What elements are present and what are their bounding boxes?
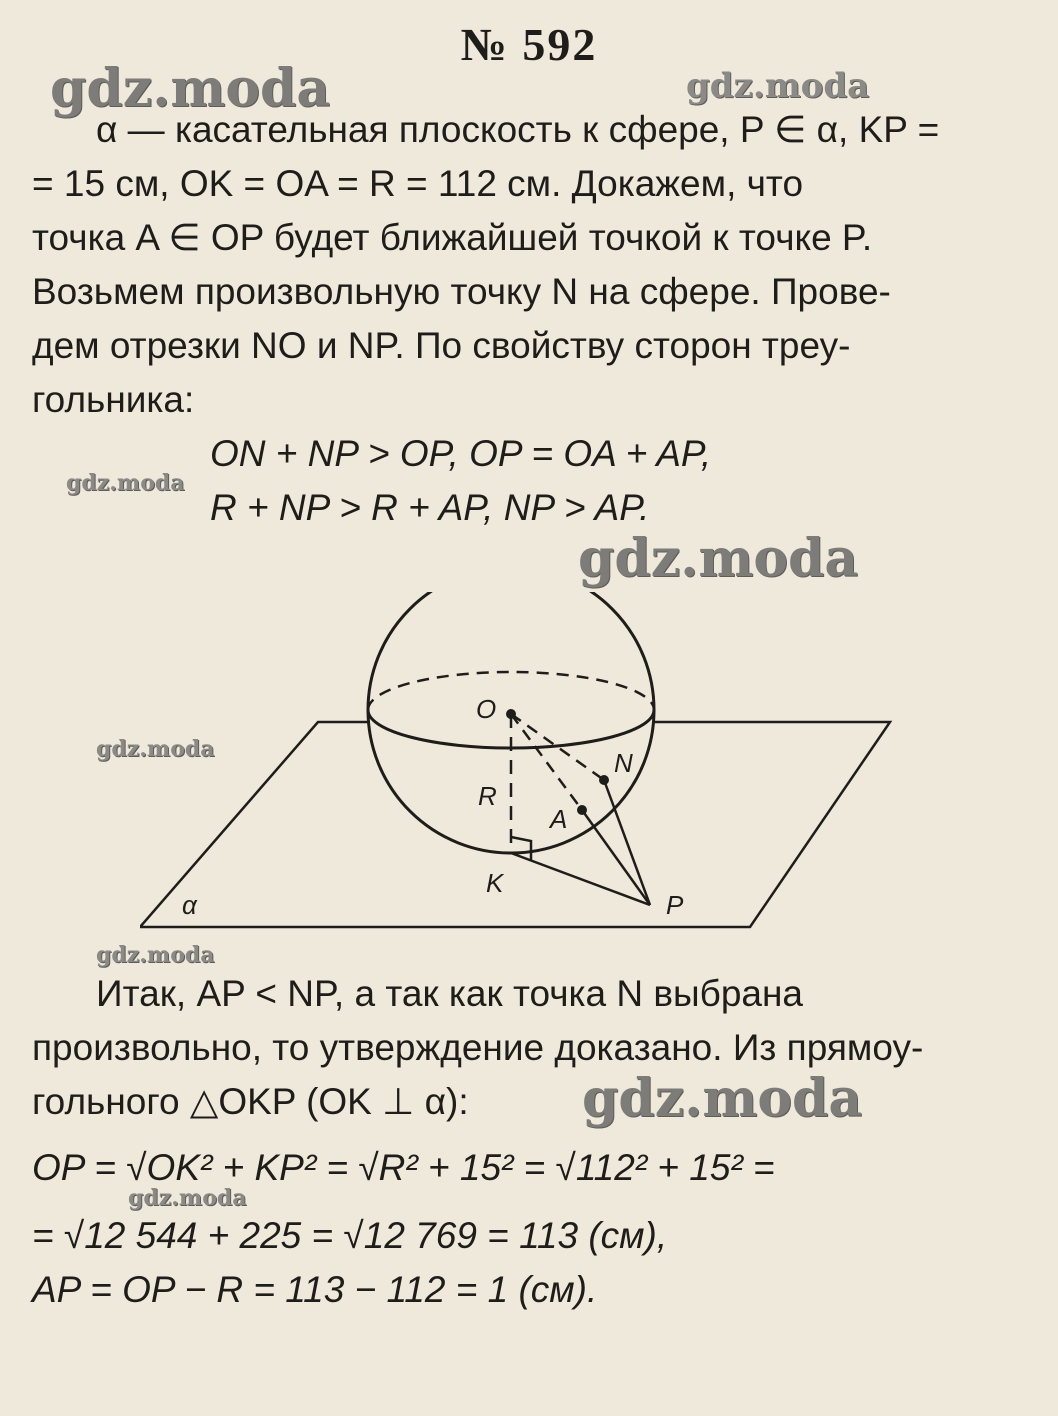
calc-line: AP = OP − R = 113 − 112 = 1 (см). bbox=[32, 1269, 598, 1310]
point-A bbox=[577, 805, 587, 815]
watermark: gdz.moda bbox=[96, 942, 215, 968]
watermark: gdz.moda bbox=[128, 1185, 247, 1211]
watermark: gdz.moda bbox=[66, 470, 185, 496]
watermark: gdz.moda bbox=[582, 1068, 863, 1129]
watermark: gdz.moda bbox=[686, 66, 870, 106]
label-K: K bbox=[486, 868, 504, 898]
text-line: гольного △OKP (OK ⊥ α): bbox=[32, 1081, 469, 1122]
text-line: гольника: bbox=[32, 379, 195, 420]
inequality-line: ON + NP > OP, OP = OA + AP, bbox=[210, 433, 712, 474]
label-R: R bbox=[478, 781, 497, 811]
inequality-line: R + NP > R + AP, NP > AP. bbox=[210, 487, 650, 528]
label-P: P bbox=[666, 890, 684, 920]
label-A: A bbox=[550, 804, 568, 834]
text-line: Итак, AP < NP, а так как точка N выбрана bbox=[96, 973, 804, 1014]
text-line: = 15 см, OK = OA = R = 112 см. Докажем, что bbox=[32, 163, 804, 204]
text-line: α — касательная плоскость к сфере, P ∈ α, KP = bbox=[96, 109, 940, 150]
label-alpha: α bbox=[182, 890, 197, 920]
sphere-tangent-plane-figure bbox=[140, 592, 900, 937]
calc-line: OP = √OK² + KP² = √R² + 15² = √112² + 15² = bbox=[32, 1147, 775, 1188]
watermark: gdz.moda bbox=[50, 58, 331, 119]
text-line: произвольно, то утверждение доказано. Из прямоу- bbox=[32, 1027, 924, 1068]
segment-AP bbox=[582, 810, 650, 905]
segment-NP bbox=[604, 780, 650, 905]
text-line: точка A ∈ OP будет ближайшей точкой к точке P. bbox=[32, 217, 873, 258]
point-N bbox=[599, 775, 609, 785]
label-N: N bbox=[614, 748, 633, 778]
problem-number: № 592 bbox=[460, 19, 598, 70]
label-O: O bbox=[476, 694, 497, 724]
calc-line: = √12 544 + 225 = √12 769 = 113 (см), bbox=[32, 1215, 668, 1256]
watermark: gdz.moda bbox=[96, 736, 215, 762]
text-line: Возьмем произвольную точку N на сфере. Прове- bbox=[32, 271, 891, 312]
text-line: дем отрезки NO и NP. По свойству сторон треу- bbox=[32, 325, 851, 366]
point-O bbox=[506, 709, 516, 719]
watermark: gdz.moda bbox=[578, 528, 859, 589]
